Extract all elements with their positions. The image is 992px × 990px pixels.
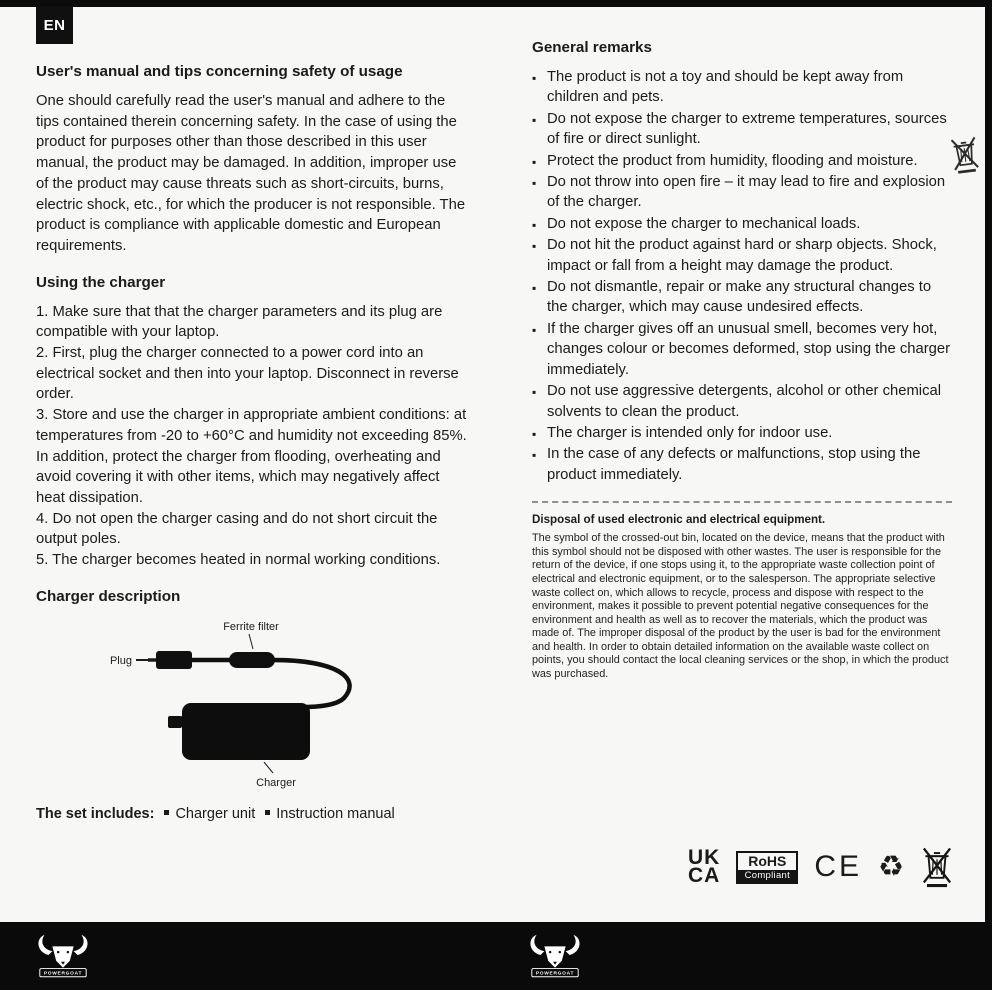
rohs-mark — [736, 851, 798, 884]
ferrite-filter-label: Ferrite filter — [223, 620, 279, 633]
language-badge: EN — [36, 6, 73, 44]
remark-item: ▪ In the case of any defects or malfunctions, stop using the product immediately. — [532, 444, 954, 485]
set-includes-line — [36, 806, 470, 822]
footer-bar — [0, 922, 992, 990]
powergoat-logo — [526, 930, 584, 982]
ukca-line1: UK — [687, 846, 721, 869]
disposal-paragraph: The symbol of the crossed-out bin, located on the device, means that the product with this symbol should not be disposed with other wastes. The user is responsible for the return of the device, if one stops using it, to the appropriate waste collection point of electrical and electronic equipment, or to the salesperson. The appropriate selective waste collect on, which allows to recycle, process and dispose with respect to the environment, makes it possible to prevent potential negative consequences for the environment and health as well as to recover the materials, which the product was made of. The improper disposal of the product by the user is bad for the environment and health. In order to obtain detailed information on the available waste collect on points, you should contact the local cleaning services or the shop, in which the product was purchased. — [532, 532, 949, 681]
remark-item: ▪ If the charger gives off an unusual smell, becomes very hot, changes colour or becomes deformed, stop using the charger immediately. — [532, 319, 954, 380]
remark-item: ▪ The product is not a toy and should be kept away from children and pets. — [532, 67, 954, 108]
rohs-text: RoHS — [748, 852, 787, 869]
remark-item: ▪ Protect the product from humidity, flooding and moisture. — [532, 151, 954, 171]
safety-paragraph: One should carefully read the user's manual and adhere to the tips contained therein concerning safety. In the case of using the product for purposes other than those described in this user manual, the product may be damaged. In addition, improper use of the product may cause threats such as short-circuits, burns, electric shock, etc., for which the producer is not responsible. The product is compliance with applicable domestic and European requirements. — [36, 93, 466, 254]
remark-item: ▪ Do not dismantle, repair or make any structural changes to the charger, which may cause undesired effects. — [532, 277, 954, 318]
right-column — [532, 38, 954, 887]
remark-item: ▪ Do not expose the charger to extreme temperatures, sources of fire or direct sunlight. — [532, 109, 954, 150]
plug-label: Plug — [109, 654, 132, 667]
safety-section-title: User's manual and tips concerning safety of usage — [36, 63, 403, 80]
plug-shape — [156, 651, 192, 669]
step-item: 4. Do not open the charger casing and do not short circuit the output poles. — [36, 510, 438, 548]
step-item: 5. The charger becomes heated in normal working conditions. — [36, 552, 441, 569]
ukca-line2: CA — [687, 864, 721, 887]
bullet-square-icon — [265, 810, 270, 815]
charger-label: Charger — [256, 776, 296, 789]
rohs-compliant-text: Compliant — [738, 870, 796, 882]
set-item: Instruction manual — [276, 805, 395, 822]
step-item: 3. Store and use the charger in appropriate ambient conditions: at temperatures from -20 to +60°C and humidity not exceeding 85%. In addition, protect the charger from flooding, overheating and avoid covering it with other items, which may negatively affect heat dissipation. — [36, 407, 467, 506]
remark-item: ▪ Do not throw into open fire – it may lead to fire and explosion of the charger. — [532, 172, 954, 213]
usage-steps — [36, 302, 470, 571]
step-item: 1. Make sure that that the charger parameters and its plug are compatible with your laptop. — [36, 303, 443, 341]
top-edge-bar — [0, 0, 992, 7]
disposal-title: Disposal of used electronic and electrical equipment. — [532, 513, 826, 527]
dashed-divider — [532, 501, 952, 503]
ferrite-filter-shape — [229, 652, 275, 668]
bullet-square-icon — [164, 810, 169, 815]
description-section-title: Charger description — [36, 587, 181, 605]
set-includes-label: The set includes: — [36, 805, 155, 822]
ukca-mark — [687, 846, 721, 887]
right-edge-bar — [985, 0, 992, 990]
remark-item: ▪ Do not expose the charger to mechanical loads. — [532, 214, 954, 234]
remark-item: ▪ Do not use aggressive detergents, alcohol or other chemical solvents to clean the product. — [532, 381, 954, 422]
charger-diagram — [36, 616, 456, 796]
left-column — [36, 62, 470, 822]
set-item: Charger unit — [175, 805, 256, 822]
remark-item: ▪ The charger is intended only for indoor use. — [532, 423, 954, 443]
general-remarks-list — [532, 67, 954, 485]
certification-marks — [532, 844, 954, 890]
using-section-title: Using the charger — [36, 273, 166, 291]
remark-item: ▪ Do not hit the product against hard or sharp objects. Shock, impact or fall from a height may damage the product. — [532, 235, 954, 276]
step-item: 2. First, plug the charger connected to a power cord into an electrical socket and then into your laptop. Disconnect in reverse order. — [36, 345, 459, 403]
ce-mark: CE — [814, 850, 862, 883]
weee-bin-icon — [920, 844, 954, 890]
charger-brick-shape — [182, 703, 310, 760]
powergoat-logo — [34, 930, 92, 982]
recycling-icon: ♻ — [878, 851, 904, 883]
general-remarks-title: General remarks — [532, 39, 652, 56]
